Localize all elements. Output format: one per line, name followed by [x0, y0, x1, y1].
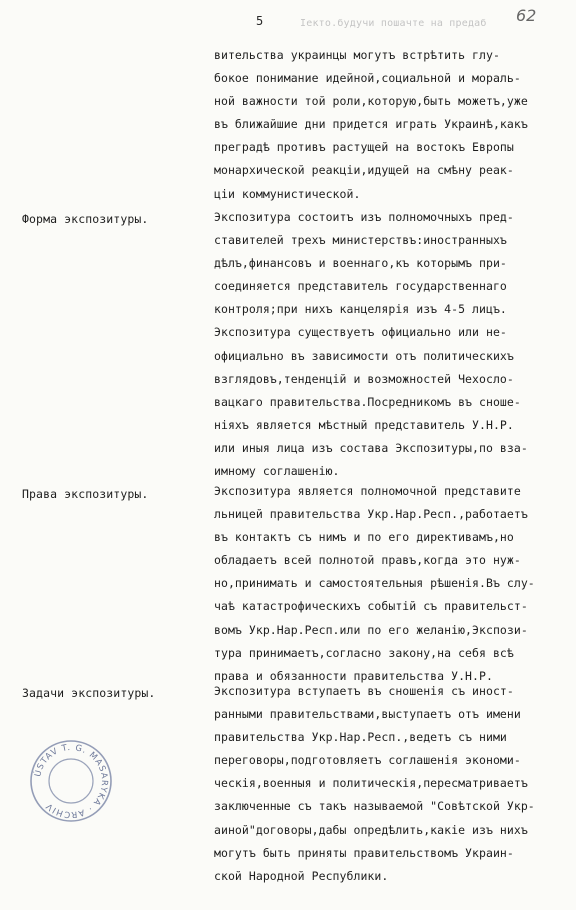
text-line: правительства Укр.Нар.Респ.,ведетъ съ ними: [214, 730, 507, 745]
text-line: вацкаго правительства.Посредникомъ въ сноше-: [214, 394, 521, 409]
text-line: ной важности той роли,которую,быть можетъ,уже: [214, 94, 528, 109]
svg-text:ÚSTAV T. G. MASARYKA · ARCHIV: ÚSTAV T. G. MASARYKA · ARCHIV: [33, 742, 110, 820]
text-line: Экспозитура существуетъ официально или не-: [214, 325, 507, 340]
text-line: имному соглашенiю.: [214, 464, 340, 479]
text-line: ставителей трехъ министерствъ:иностранныхъ: [214, 233, 507, 248]
text-line: Экспозитура является полномочной представите: [214, 484, 521, 498]
intro-paragraph: [214, 44, 564, 206]
text-line: взглядовъ,тенденцiй и возможностей Чехосло-: [214, 371, 514, 386]
archive-folio-number: 62: [516, 6, 537, 25]
text-line: ческiя,военныя и политическiя,пересматриваетъ: [214, 776, 528, 791]
text-line: заключенные съ такъ называемой "Совѣтской Укр-: [214, 799, 535, 814]
text-line: ской Народной Республики.: [214, 868, 389, 883]
bleed-through-text: Іекто.будучи пошачте на предаб: [300, 18, 487, 29]
section-heading-tasks: Задачи экспозитуры.: [22, 686, 156, 700]
text-line: чаѣ катастрофическихъ событiй съ правительст-: [214, 599, 528, 614]
text-line: ранными правительствами,выступаетъ отъ имени: [214, 707, 521, 722]
text-line: или иныя лица изъ состава Экспозитуры,по вза-: [214, 440, 528, 455]
section-body-form: [214, 206, 564, 483]
text-line: въ контактъ съ нимъ и по его директивамъ,но: [214, 530, 514, 545]
text-line: аиной"договоры,дабы опредѣлить,какiе изъ нихъ: [214, 822, 528, 837]
text-line: льницей правительства Укр.Нар.Респ.,работаетъ: [214, 507, 528, 522]
text-line: могутъ быть приняты правительствомъ Украин-: [214, 845, 514, 860]
text-line: преградѣ противъ растущей на востокъ Европы: [214, 140, 514, 155]
page-number: 5: [256, 14, 264, 28]
section-body-tasks: [214, 680, 564, 888]
text-line: вительства украинцы могутъ встрѣтить глу-: [214, 48, 500, 62]
text-line: Экспозитура вступаетъ въ сношенiя съ иност-: [214, 684, 514, 698]
text-line: монархической реакцiи,идущей на смѣну реак-: [214, 163, 514, 178]
text-line: но,принимать и самостоятельныя рѣшенiя.Въ слу-: [214, 576, 535, 591]
section-heading-rights: Права экспозитуры.: [22, 487, 149, 501]
archive-stamp-icon: [28, 738, 114, 824]
text-line: соединяется представитель государственнаго: [214, 279, 507, 294]
text-line: нiяхъ является мѣстный представитель У.Н.Р.: [214, 417, 514, 432]
text-line: обладаетъ всей полнотой правъ,когда это нуж-: [214, 553, 521, 568]
text-line: дѣлъ,финансовъ и военнаго,къ которымъ при-: [214, 256, 507, 271]
text-line: въ ближайшие дни придется играть Украинѣ,какъ: [214, 117, 528, 132]
text-line: цiи коммунистической.: [214, 186, 361, 201]
text-line: вомъ Укр.Нар.Респ.или по его желанiю,Экспози-: [214, 622, 528, 637]
text-line: переговоры,подготовляетъ соглашенiя экономи-: [214, 753, 521, 768]
text-line: права и обязанности правительства У.Н.Р.: [214, 668, 493, 683]
section-body-rights: [214, 480, 564, 688]
text-line: бокое понимание идейной,социальной и мораль-: [214, 71, 521, 86]
section-heading-form: Форма экспозитуры.: [22, 212, 149, 226]
text-line: контроля;при нихъ канцелярiя изъ 4-5 лицъ.: [214, 302, 507, 317]
text-line: Экспозитура состоитъ изъ полномочныхъ пред-: [214, 210, 514, 224]
text-line: тура принимаетъ,согласно закону,на себя всѣ: [214, 645, 514, 660]
text-line: официально въ зависимости отъ политическихъ: [214, 348, 514, 363]
